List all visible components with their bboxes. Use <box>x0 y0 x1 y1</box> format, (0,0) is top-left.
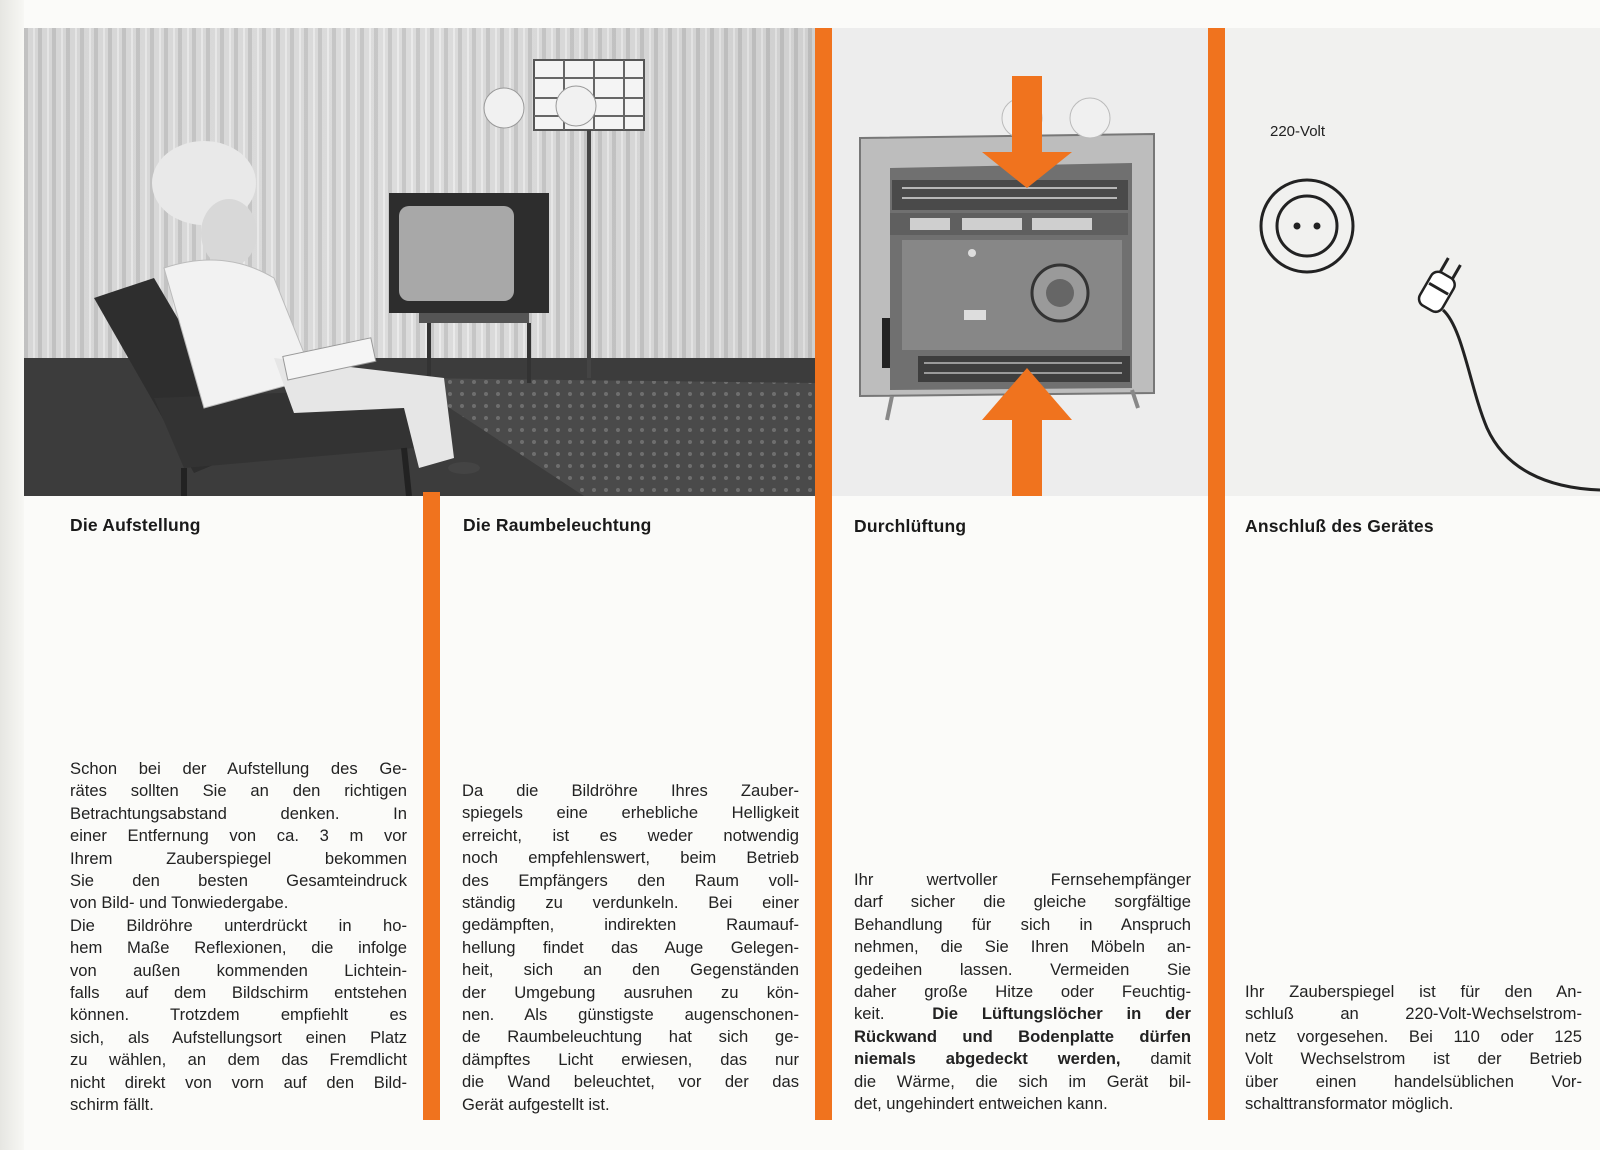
body-line <box>854 1026 1191 1048</box>
body-line: von Bild- und Tonwiedergabe. <box>70 893 289 913</box>
body-line: Schon bei der Aufstellung des Ge- <box>70 759 407 778</box>
column-divider-3 <box>1208 28 1225 1120</box>
body-line: Da die Bildröhre Ihres Zauber- <box>462 781 799 800</box>
body-line: Volt Wechselstrom ist der Betrieb <box>1245 1049 1582 1069</box>
body-line: zu wählen, an dem das Fremdlicht <box>70 1050 407 1070</box>
tv-rear-ventilation-photo <box>832 28 1208 496</box>
body-line: schluß an 220-Volt-Wechselstrom- <box>1245 1004 1582 1024</box>
section-body-aufstellung <box>70 758 407 1117</box>
section-body-durchlueftung <box>854 869 1191 1115</box>
body-line: einer Entfernung von ca. 3 m vor <box>70 826 407 846</box>
body-line: hellung findet das Auge Gelegen- <box>462 937 799 957</box>
body-line: netz vorgesehen. Bei 110 oder 125 <box>1245 1026 1582 1046</box>
body-text-bold: Rückwand und Bodenplatte dürfen <box>854 1026 1191 1046</box>
body-line <box>854 1003 1191 1025</box>
body-line: erreicht, ist es weder notwendig <box>462 825 799 845</box>
body-line: Ihr Zauberspiegel ist für den An- <box>1245 982 1582 1001</box>
body-line: Gerät aufgestellt ist. <box>462 1094 610 1114</box>
section-title-anschluss: Anschluß des Gerätes <box>1245 516 1434 536</box>
body-line: nicht direkt von vorn auf den Bild- <box>70 1072 407 1092</box>
body-text-bold: niemals abgedeckt werden, <box>854 1049 1121 1069</box>
body-line: heit, sich an den Gegenständen <box>462 960 799 980</box>
body-line: schirm fällt. <box>70 1095 154 1115</box>
body-line: des Empfängers den Raum voll- <box>462 870 799 890</box>
body-line: Ihr wertvoller Fernsehempfänger <box>854 870 1191 889</box>
body-line: der Umgebung ausruhen zu kön- <box>462 982 799 1002</box>
body-line: darf sicher die gleiche sorgfältige <box>854 892 1191 912</box>
body-text-bold: Die Lüftungslöcher in der <box>932 1004 1191 1024</box>
body-line: gedämpften, indirekten Raumauf- <box>462 915 799 935</box>
body-text: keit. <box>854 1004 885 1024</box>
body-line: det, ungehindert entweichen kann. <box>854 1094 1108 1114</box>
body-line: nen. Als günstigste augenschonen- <box>462 1005 799 1025</box>
power-connection-illustration <box>1225 28 1600 496</box>
section-body-raumbeleuchtung <box>462 780 799 1116</box>
body-text: damit <box>1150 1049 1191 1069</box>
body-line: können. Trotzdem empfiehlt es <box>70 1005 407 1025</box>
body-line: falls auf dem Bildschirm entstehen <box>70 983 407 1003</box>
body-line: dämpftes Licht erwiesen, das nur <box>462 1049 799 1069</box>
body-line: sich, als Aufstellungsort einen Platz <box>70 1027 407 1047</box>
body-line: über einen handelsüblichen Vor- <box>1245 1071 1582 1091</box>
section-title-durchlueftung: Durchlüftung <box>854 516 967 536</box>
body-line: daher große Hitze oder Feuchtig- <box>854 982 1191 1002</box>
body-line <box>854 1048 1191 1070</box>
section-title-raumbeleuchtung: Die Raumbeleuchtung <box>463 515 652 535</box>
living-room-photo <box>24 28 816 496</box>
section-title-aufstellung: Die Aufstellung <box>70 515 201 535</box>
body-line: nehmen, die Sie Ihren Möbeln an- <box>854 937 1191 957</box>
body-line: spiegels eine erhebliche Helligkeit <box>462 803 799 823</box>
body-line: Die Bildröhre unterdrückt in ho- <box>70 915 407 935</box>
column-divider-1 <box>423 492 440 1120</box>
body-line: Sie den besten Gesamteindruck <box>70 871 407 891</box>
body-line: die Wärme, die sich im Gerät bil- <box>854 1071 1191 1091</box>
body-line: Betrachtungsabstand denken. In <box>70 803 407 823</box>
body-line: de Raumbeleuchtung hat sich ge- <box>462 1027 799 1047</box>
section-body-anschluss <box>1245 981 1582 1115</box>
body-line: Behandlung für sich in Anspruch <box>854 914 1191 934</box>
column-divider-2 <box>815 28 832 1120</box>
body-line: die Wand beleuchtet, vor der das <box>462 1072 799 1092</box>
body-line: ständig zu verdunkeln. Bei einer <box>462 893 799 913</box>
voltage-label: 220-Volt <box>1270 123 1326 140</box>
page-edge <box>0 0 24 1150</box>
body-line: hem Maße Reflexionen, die infolge <box>70 938 407 958</box>
body-line: gedeihen lassen. Vermeiden Sie <box>854 959 1191 979</box>
body-line: Ihrem Zauberspiegel bekommen <box>70 848 407 868</box>
body-line: rätes sollten Sie an den richtigen <box>70 781 407 801</box>
body-line: noch empfehlenswert, beim Betrieb <box>462 848 799 868</box>
body-line: schalttransformator möglich. <box>1245 1094 1454 1114</box>
body-line: von außen kommenden Lichtein- <box>70 960 407 980</box>
